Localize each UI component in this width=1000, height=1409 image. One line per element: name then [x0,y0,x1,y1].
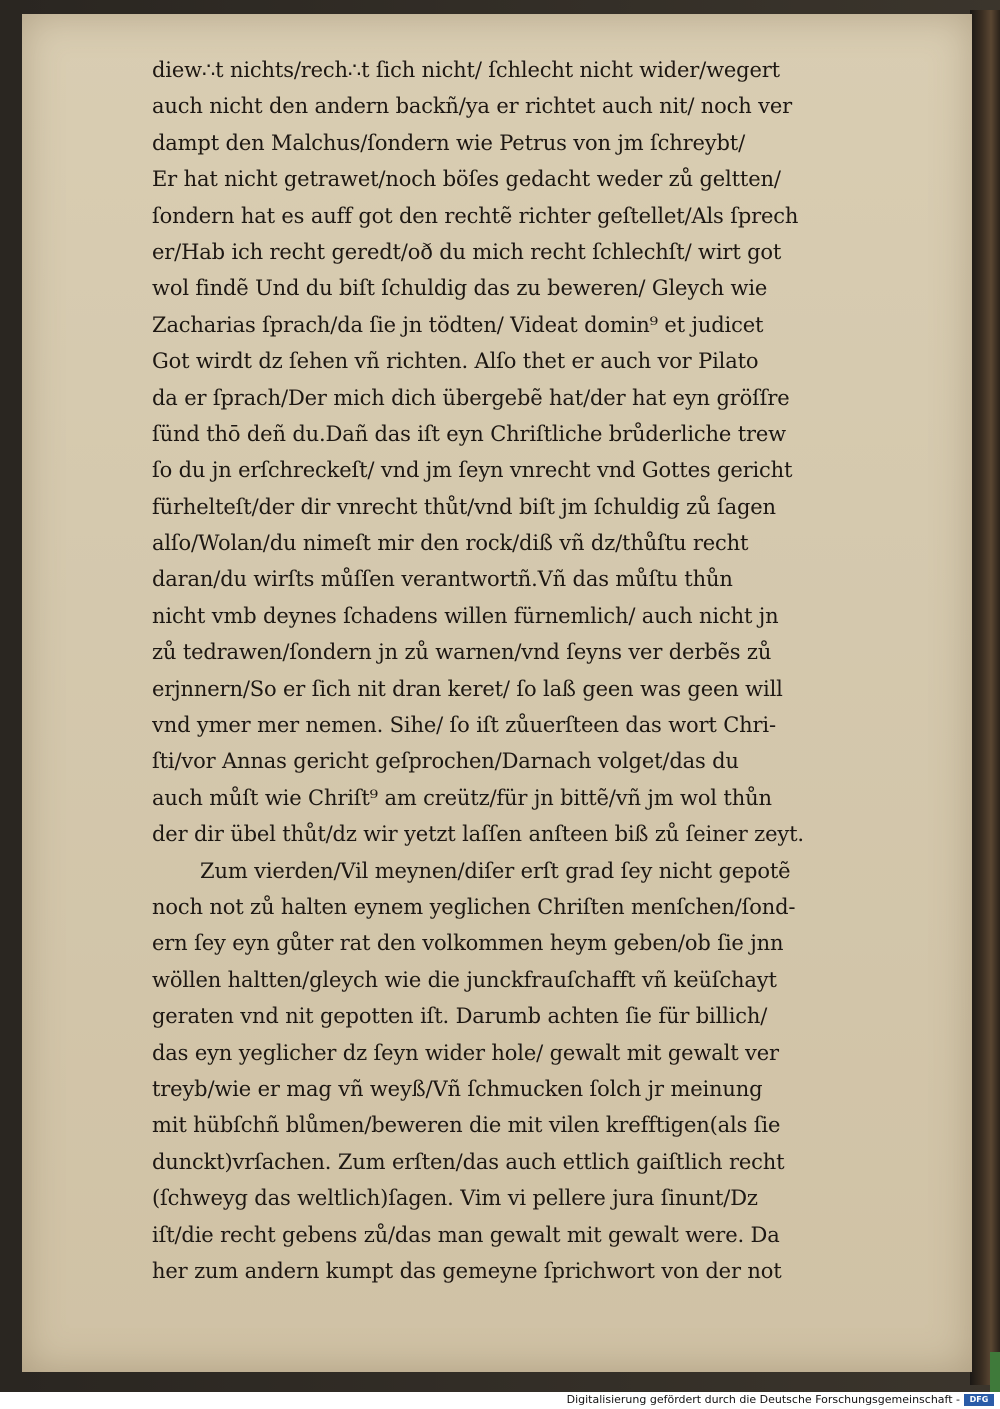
text-line: mit hübſchñ blůmen/beweren die mit vilen krefftigen(als ſie [152,1113,781,1138]
text-line: fürhelteſt/der dir vnrecht thůt/vnd biſt jm ſchuldig zů ſagen [152,494,776,519]
digitization-footer [0,1392,1000,1409]
text-line: treyb/wie er mag vñ weyß/Vñ ſchmucken ſolch jr meinung [152,1076,763,1101]
text-line: auch nicht den andern backñ/ya er richtet auch nit/ noch ver [152,94,793,119]
text-line: Zacharias ſprach/da ſie jn tödten/ Videat domin⁹ et judicet [152,312,764,337]
text-line: ſo du jn erſchreckeſt/ vnd jm ſeyn vnrecht vnd Gottes gericht [152,458,793,483]
text-line: der dir übel thůt/dz wir yetzt laſſen anſteen biß zů ſeiner zeyt. [152,822,804,847]
text-line: ern ſey eyn gůter rat den volkommen heym geben/ob ſie jnn [152,931,784,956]
text-line: nicht vmb deynes ſchadens willen fürnemlich/ auch nicht jn [152,603,779,628]
text-line: dampt den Malchus/ſondern wie Petrus von jm ſchreybt/ [152,130,746,155]
book-spine-edge [970,10,1000,1385]
text-line: da er ſprach/Der mich dich übergebẽ hat/der hat eyn gröſſre [152,385,790,410]
funding-credit-text: Digitalisierung gefördert durch die Deutsche Forschungsgemeinschaft - [566,1393,960,1406]
text-line: das eyn yeglicher dz ſeyn wider hole/ gewalt mit gewalt ver [152,1040,779,1065]
text-line: Er hat nicht getrawet/noch böſes gedacht weder zů geltten/ [152,167,781,192]
text-line: daran/du wirſts můſſen verantwortñ.Vñ das můſtu thůn [152,567,733,592]
text-line: erjnnern/So er ſich nit dran keret/ ſo laß geen was geen will [152,676,783,701]
text-line: wol findẽ Und du biſt ſchuldig das zu beweren/ Gleych wie [152,276,768,301]
text-line: er/Hab ich recht geredt/oð du mich recht ſchlechſt/ wirt got [152,239,782,264]
text-line: (ſchweyg das weltlich)ſagen. Vim vi pellere jura ſinunt/Dz [152,1186,758,1211]
text-line: zů tedrawen/ſondern jn zů warnen/vnd ſeyns ver derbẽs zů [152,640,772,665]
text-line: diew∴t nichts/rech∴t ſich nicht/ ſchlecht nicht wider/wegert [152,58,780,82]
paragraph-start-line: Zum vierden/Vil meynen/diſer erſt grad ſey nicht gepotẽ [200,858,791,883]
text-line: ſondern hat es auff got den rechtẽ richter geſtellet/Als ſprech [152,203,799,228]
text-line: geraten vnd nit gepotten iſt. Darumb achten ſie für billich/ [152,1004,768,1029]
text-line: wöllen haltten/gleych wie die junckfrauſchafft vñ keüſchayt [152,967,777,992]
text-line: noch not zů halten eynem yeglichen Chriſten menſchen/ſond- [152,894,796,919]
text-line: ſünd thō deñ du.Dañ das iſt eyn Chriſtliche brůderliche trew [152,421,787,446]
color-calibration-strip [990,1352,1000,1392]
page-text-block [152,52,952,1289]
text-line: ſti/vor Annas gericht geſprochen/Darnach volget/das du [152,749,739,774]
text-line: alſo/Wolan/du nimeſt mir den rock/diß vñ dz/thůſtu recht [152,531,749,556]
text-line: her zum andern kumpt das gemeyne ſprichwort von der not [152,1258,782,1283]
text-line: dunckt)vrſachen. Zum erſten/das auch ettlich gaiſtlich recht [152,1149,785,1174]
dfg-logo: DFG [964,1394,994,1406]
text-line: Got wirdt dz ſehen vñ richten. Alſo thet er auch vor Pilato [152,349,759,374]
text-line: vnd ymer mer nemen. Sihe/ ſo iſt zůuerſteen das wort Chri- [152,713,776,738]
text-line: iſt/die recht gebens zů/das man gewalt mit gewalt were. Da [152,1222,780,1247]
text-line: auch můſt wie Chriſt⁹ am creütz/für jn bittẽ/vñ jm wol thůn [152,785,772,810]
